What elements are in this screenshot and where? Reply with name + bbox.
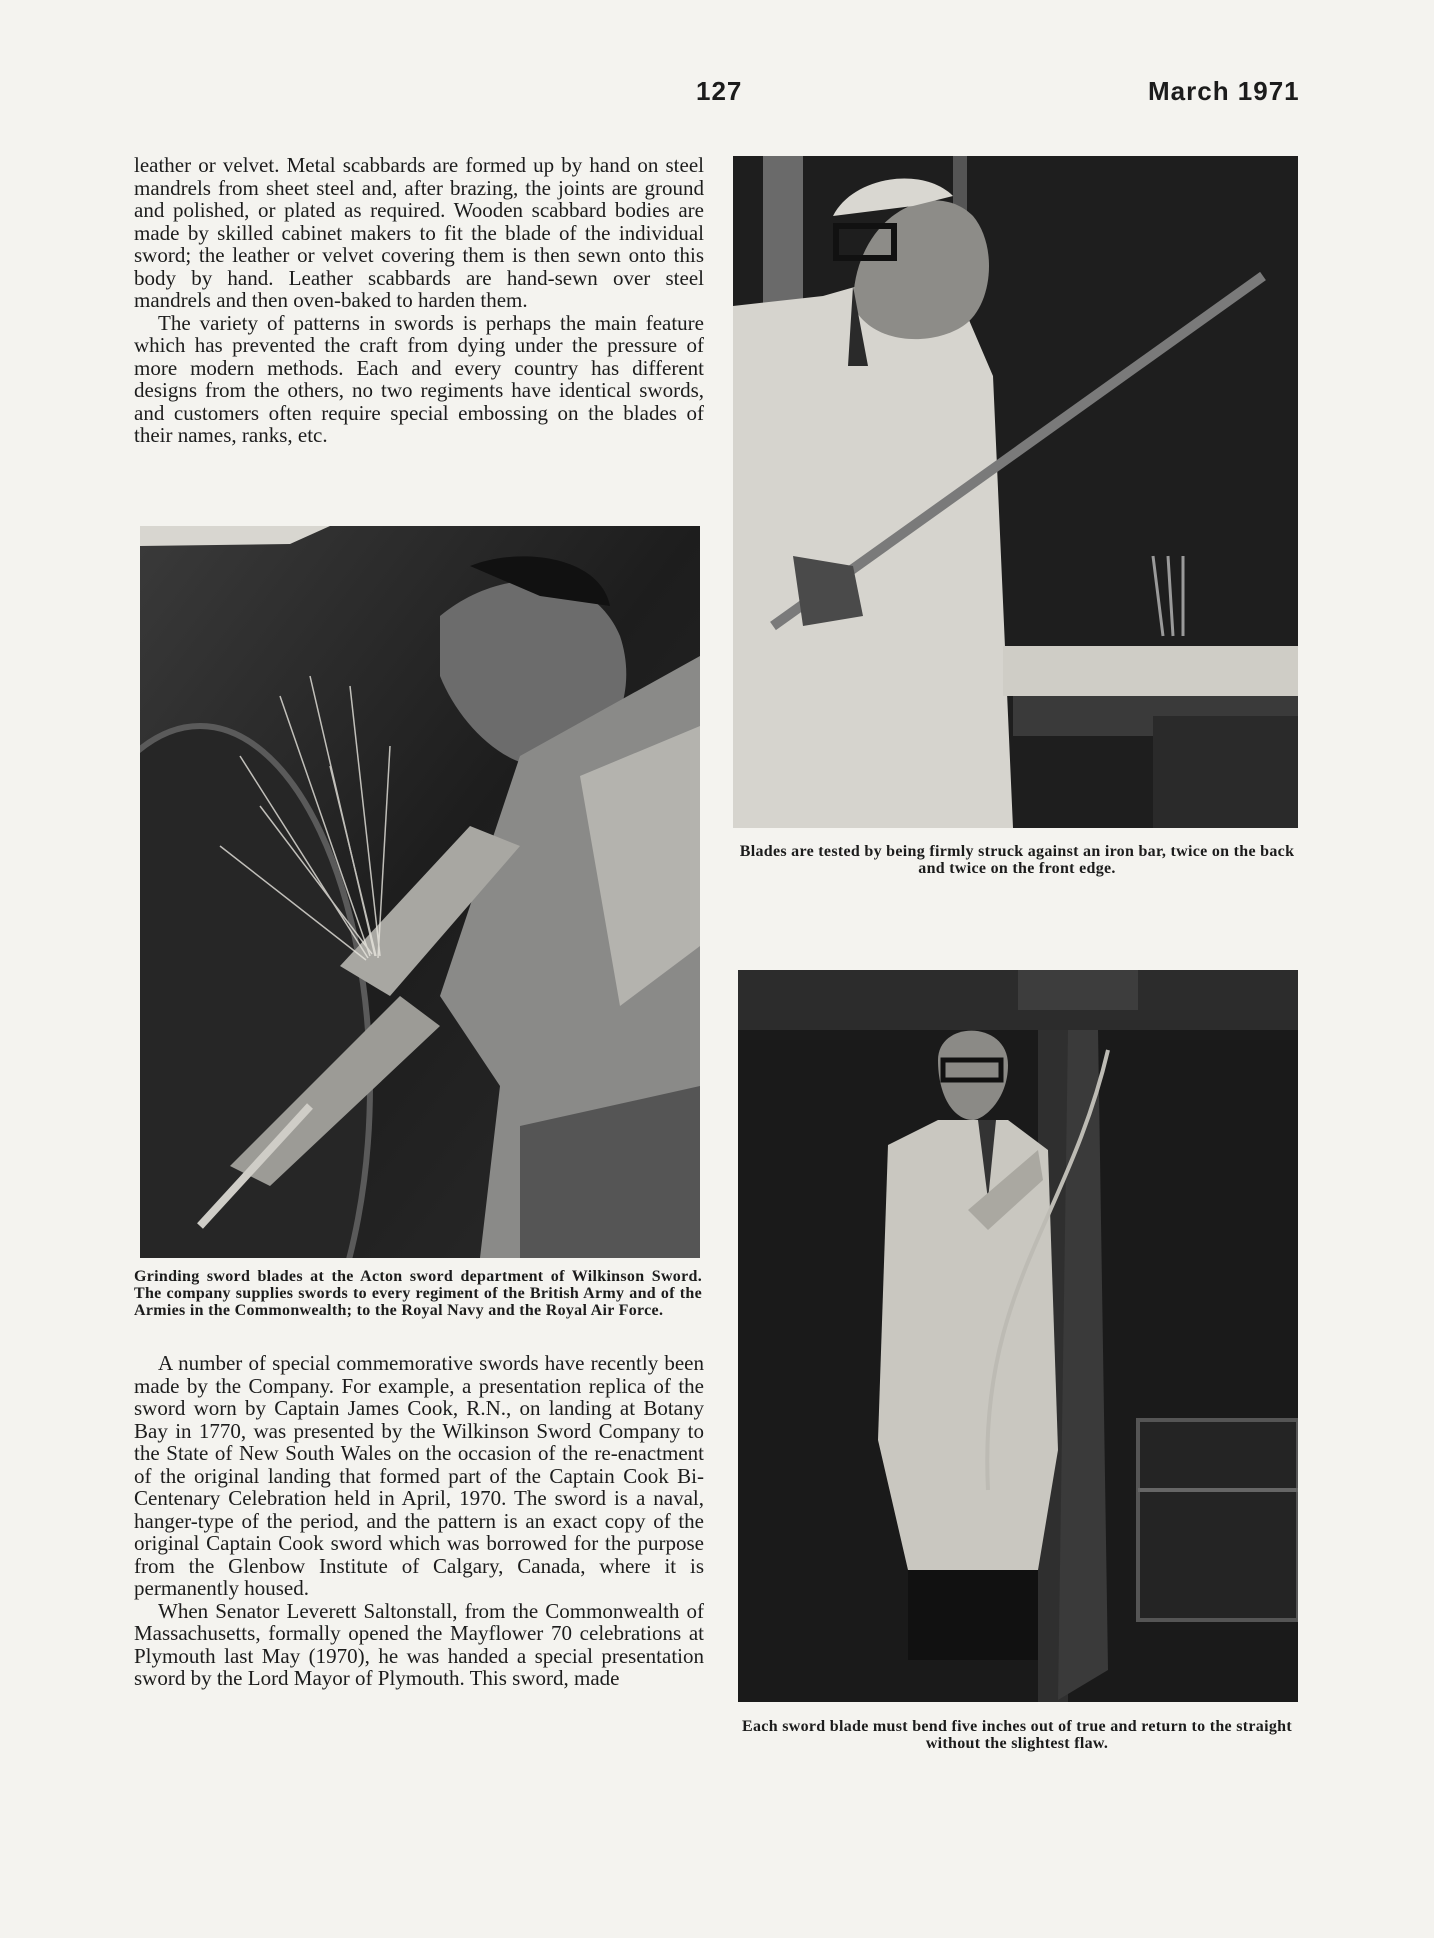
article-paragraph: leather or velvet. Metal scabbards are formed up by hand on steel mandrels from sheet steel and, after brazing, the joints are ground and polished, or plated as required. Wooden scabbard bodies are made by skilled cabinet makers to fit the blade of the individual sword; the leather or velvet covering them is then sewn onto this body by hand. Leather scabbards are hand-sewn over steel mandrels and then oven-baked to harden them.: [134, 153, 704, 312]
photo-bending-blade: [738, 970, 1298, 1702]
article-column-top: [134, 154, 704, 447]
photo-grinding-blades: [140, 526, 700, 1258]
caption-striking: Blades are tested by being firmly struck against an iron bar, twice on the back and twice on the front edge.: [739, 843, 1295, 877]
article-column-bottom: [134, 1352, 704, 1690]
issue-date: March 1971: [1148, 76, 1300, 106]
photo-striking-blade: [733, 156, 1298, 828]
article-paragraph: The variety of patterns in swords is perhaps the main feature which has prevented the craft from dying under the pressure of more modern methods. Each and every country has different designs from the others, no two regiments have identical swords, and customers often require special embossing on the blades of their names, ranks, etc.: [134, 310, 704, 447]
page-number: 127: [696, 76, 743, 106]
caption-grinding: Grinding sword blades at the Acton sword department of Wilkinson Sword. The company supplies swords to every regiment of the British Army and of the Armies in the Commonwealth; to the Royal Navy and the Royal Air Force.: [134, 1268, 702, 1319]
caption-bending: Each sword blade must bend five inches out of true and return to the straight without the slightest flaw.: [742, 1718, 1292, 1752]
article-paragraph: When Senator Leverett Saltonstall, from the Commonwealth of Massachusetts, formally opened the Mayflower 70 celebrations at Plymouth last May (1970), he was handed a special presentation sword by the Lord Mayor of Plymouth. This sword, made: [134, 1598, 704, 1690]
article-paragraph: A number of special commemorative swords have recently been made by the Company. For example, a presentation replica of the sword worn by Captain James Cook, R.N., on landing at Botany Bay in 1770, was presented by the Wilkinson Sword Company to the State of New South Wales on the occasion of the re-enactment of the original landing that formed part of the Captain Cook Bi-Centenary Celebration held in April, 1970. The sword is a naval, hanger-type of the period, and the pattern is an exact copy of the original Captain Cook sword which was borrowed for the purpose from the Glenbow Institute of Calgary, Canada, where it is permanently housed.: [134, 1351, 704, 1600]
